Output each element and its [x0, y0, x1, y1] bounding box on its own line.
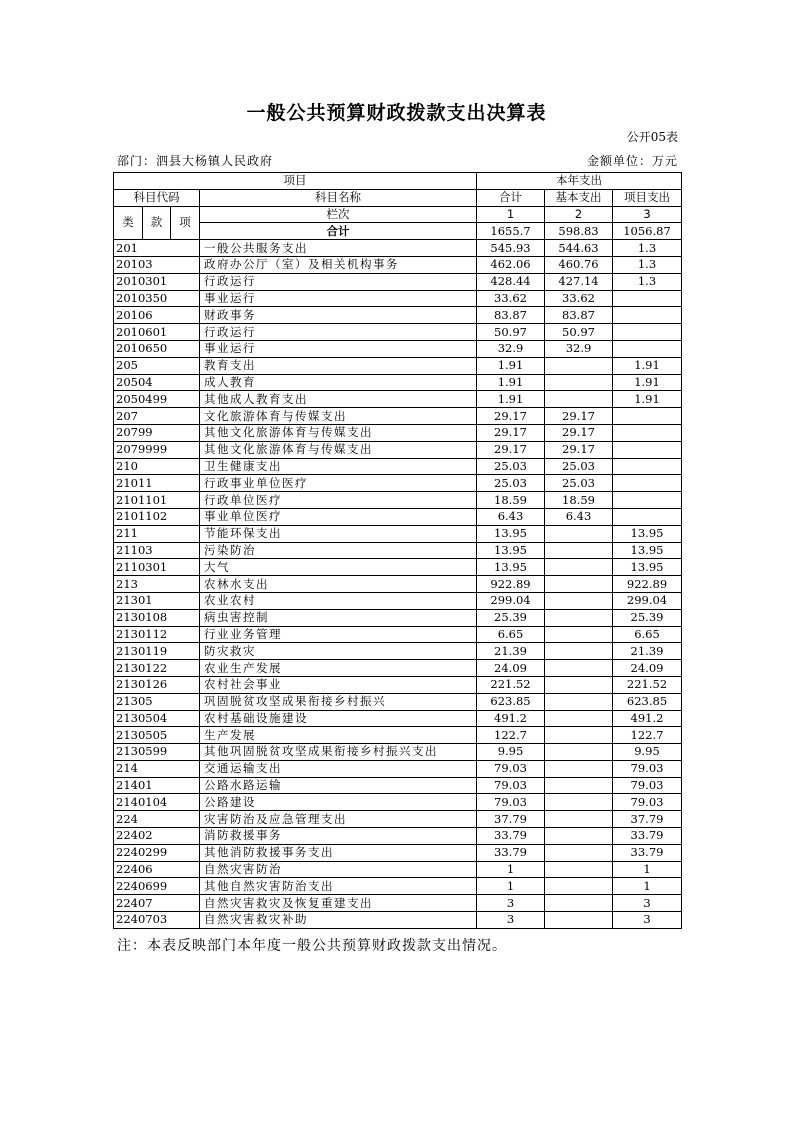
- row-code: 210: [114, 458, 200, 475]
- sum-total: 1655.7: [477, 223, 545, 240]
- table-row: [114, 307, 682, 324]
- table-row: [114, 912, 682, 929]
- header-col1: 1: [477, 206, 545, 223]
- row-total: 79.03: [477, 760, 545, 777]
- row-total: 25.03: [477, 475, 545, 492]
- row-name: 交通运输支出: [200, 760, 477, 777]
- row-total: 1: [477, 861, 545, 878]
- table-row: [114, 878, 682, 895]
- row-name: 大气: [200, 559, 477, 576]
- row-project: 13.95: [613, 559, 682, 576]
- row-code: 2240699: [114, 878, 200, 895]
- row-total: 6.43: [477, 508, 545, 525]
- row-total: 299.04: [477, 592, 545, 609]
- row-code: 2101101: [114, 492, 200, 509]
- row-project: 79.03: [613, 777, 682, 794]
- row-total: 221.52: [477, 676, 545, 693]
- row-project: 1: [613, 878, 682, 895]
- header-basic: 基本支出: [545, 189, 613, 206]
- row-basic: 83.87: [545, 307, 613, 324]
- row-project: [613, 458, 682, 475]
- row-project: [613, 290, 682, 307]
- row-code: 2240703: [114, 912, 200, 929]
- row-project: 33.79: [613, 844, 682, 861]
- row-total: 29.17: [477, 424, 545, 441]
- row-code: 2130599: [114, 744, 200, 761]
- row-name: 其他文化旅游体育与传媒支出: [200, 441, 477, 458]
- row-name: 灾害防治及应急管理支出: [200, 811, 477, 828]
- table-row: [114, 525, 682, 542]
- table-row: [114, 324, 682, 341]
- row-code: 2110301: [114, 559, 200, 576]
- row-project: 1.3: [613, 273, 682, 290]
- row-code: 22402: [114, 828, 200, 845]
- table-row: [114, 744, 682, 761]
- row-total: 623.85: [477, 693, 545, 710]
- row-name: 生产发展: [200, 727, 477, 744]
- row-code: 205: [114, 357, 200, 374]
- row-name: 政府办公厅（室）及相关机构事务: [200, 256, 477, 273]
- row-code: 2130504: [114, 710, 200, 727]
- row-name: 消防救援事务: [200, 828, 477, 845]
- department-label: 部门：泗县大杨镇人民政府: [117, 154, 274, 168]
- sum-basic: 598.83: [545, 223, 613, 240]
- row-basic: [545, 391, 613, 408]
- row-name: 防灾救灾: [200, 643, 477, 660]
- row-basic: [545, 374, 613, 391]
- row-project: 13.95: [613, 542, 682, 559]
- row-total: 13.95: [477, 525, 545, 542]
- row-project: 6.65: [613, 626, 682, 643]
- row-basic: 25.03: [545, 458, 613, 475]
- row-project: 299.04: [613, 592, 682, 609]
- row-basic: [545, 525, 613, 542]
- row-basic: [545, 844, 613, 861]
- table-row: [114, 273, 682, 290]
- table-row: [114, 895, 682, 912]
- row-total: 13.95: [477, 559, 545, 576]
- header-col2: 2: [545, 206, 613, 223]
- header-subject-name: 科目名称: [200, 189, 477, 206]
- row-project: [613, 340, 682, 357]
- row-name: 行业业务管理: [200, 626, 477, 643]
- row-total: 18.59: [477, 492, 545, 509]
- row-basic: [545, 576, 613, 593]
- row-total: 33.62: [477, 290, 545, 307]
- row-name: 巩固脱贫攻坚成果衔接乡村振兴: [200, 693, 477, 710]
- row-code: 20799: [114, 424, 200, 441]
- row-total: 491.2: [477, 710, 545, 727]
- row-code: 20504: [114, 374, 200, 391]
- row-code: 21011: [114, 475, 200, 492]
- row-basic: 25.03: [545, 475, 613, 492]
- row-total: 545.93: [477, 240, 545, 257]
- row-basic: [545, 710, 613, 727]
- row-basic: 427.14: [545, 273, 613, 290]
- row-project: 1.91: [613, 374, 682, 391]
- table-row: [114, 391, 682, 408]
- row-basic: [545, 626, 613, 643]
- row-code: 22407: [114, 895, 200, 912]
- table-row: [114, 290, 682, 307]
- row-project: 79.03: [613, 760, 682, 777]
- row-project: 623.85: [613, 693, 682, 710]
- footnote: 注：本表反映部门本年度一般公共预算财政拨款支出情况。: [117, 938, 507, 954]
- row-total: 6.65: [477, 626, 545, 643]
- row-name: 自然灾害救灾补助: [200, 912, 477, 929]
- table-body: [114, 240, 682, 929]
- row-code: 21305: [114, 693, 200, 710]
- row-project: [613, 475, 682, 492]
- row-name: 一般公共服务支出: [200, 240, 477, 257]
- row-total: 79.03: [477, 777, 545, 794]
- row-code: 2140104: [114, 794, 200, 811]
- row-project: 1.91: [613, 357, 682, 374]
- row-basic: [545, 794, 613, 811]
- table-row: [114, 475, 682, 492]
- row-project: 37.79: [613, 811, 682, 828]
- table-row: [114, 340, 682, 357]
- row-name: 农业农村: [200, 592, 477, 609]
- row-project: 122.7: [613, 727, 682, 744]
- row-basic: [545, 811, 613, 828]
- row-name: 事业运行: [200, 290, 477, 307]
- row-name: 其他巩固脱贫攻坚成果衔接乡村振兴支出: [200, 744, 477, 761]
- table-row: [114, 844, 682, 861]
- row-code: 224: [114, 811, 200, 828]
- row-total: 24.09: [477, 660, 545, 677]
- row-total: 3: [477, 895, 545, 912]
- header-subject-code: 科目代码: [114, 189, 200, 206]
- row-code: 2130122: [114, 660, 200, 677]
- row-name: 事业单位医疗: [200, 508, 477, 525]
- table-row: [114, 861, 682, 878]
- row-name: 其他文化旅游体育与传媒支出: [200, 424, 477, 441]
- form-number: 公开05表: [626, 130, 678, 144]
- row-project: 9.95: [613, 744, 682, 761]
- row-code: 2101102: [114, 508, 200, 525]
- row-name: 财政事务: [200, 307, 477, 324]
- row-code: 2010650: [114, 340, 200, 357]
- row-total: 462.06: [477, 256, 545, 273]
- row-name: 农村社会事业: [200, 676, 477, 693]
- row-total: 33.79: [477, 844, 545, 861]
- row-total: 50.97: [477, 324, 545, 341]
- row-basic: [545, 609, 613, 626]
- row-basic: [545, 744, 613, 761]
- row-project: [613, 408, 682, 425]
- row-total: 922.89: [477, 576, 545, 593]
- table-row: [114, 609, 682, 626]
- row-project: 3: [613, 895, 682, 912]
- row-basic: [545, 693, 613, 710]
- table-row: [114, 408, 682, 425]
- row-name: 行政运行: [200, 324, 477, 341]
- table-row: [114, 828, 682, 845]
- row-total: 32.9: [477, 340, 545, 357]
- row-basic: 29.17: [545, 441, 613, 458]
- row-code: 2010301: [114, 273, 200, 290]
- row-project: 1.3: [613, 256, 682, 273]
- header-current-year: 本年支出: [477, 173, 682, 190]
- row-name: 自然灾害救灾及恢复重建支出: [200, 895, 477, 912]
- row-basic: [545, 592, 613, 609]
- row-basic: 32.9: [545, 340, 613, 357]
- header-xiang: 项: [171, 206, 200, 240]
- row-basic: [545, 861, 613, 878]
- row-code: 2050499: [114, 391, 200, 408]
- row-total: 25.03: [477, 458, 545, 475]
- header-project: 项目支出: [613, 189, 682, 206]
- row-total: 122.7: [477, 727, 545, 744]
- row-project: 25.39: [613, 609, 682, 626]
- row-basic: 18.59: [545, 492, 613, 509]
- table-row: [114, 256, 682, 273]
- sum-project: 1056.87: [613, 223, 682, 240]
- row-code: 2079999: [114, 441, 200, 458]
- table-row: [114, 559, 682, 576]
- row-name: 其他自然灾害防治支出: [200, 878, 477, 895]
- row-total: 25.39: [477, 609, 545, 626]
- row-basic: [545, 878, 613, 895]
- row-total: 1.91: [477, 374, 545, 391]
- row-total: 79.03: [477, 794, 545, 811]
- row-project: [613, 441, 682, 458]
- table-row: [114, 542, 682, 559]
- row-name: 自然灾害防治: [200, 861, 477, 878]
- row-project: [613, 492, 682, 509]
- row-name: 行政运行: [200, 273, 477, 290]
- table-row: [114, 508, 682, 525]
- row-basic: [545, 777, 613, 794]
- row-code: 20106: [114, 307, 200, 324]
- row-code: 20103: [114, 256, 200, 273]
- sum-label: 合计: [200, 223, 477, 240]
- row-project: 1: [613, 861, 682, 878]
- amount-unit-label: 金额单位：万元: [586, 154, 678, 168]
- row-project: 221.52: [613, 676, 682, 693]
- row-code: 2010601: [114, 324, 200, 341]
- row-name: 农林水支出: [200, 576, 477, 593]
- row-basic: [545, 912, 613, 929]
- table-row: [114, 777, 682, 794]
- row-total: 1: [477, 878, 545, 895]
- header-lei: 类: [114, 206, 143, 240]
- row-project: 491.2: [613, 710, 682, 727]
- row-project: 33.79: [613, 828, 682, 845]
- row-basic: [545, 676, 613, 693]
- row-total: 83.87: [477, 307, 545, 324]
- row-total: 21.39: [477, 643, 545, 660]
- table-row: [114, 374, 682, 391]
- table-row: [114, 492, 682, 509]
- row-total: 29.17: [477, 408, 545, 425]
- row-project: [613, 324, 682, 341]
- row-code: 214: [114, 760, 200, 777]
- table-row: [114, 441, 682, 458]
- row-basic: 6.43: [545, 508, 613, 525]
- table-row: [114, 676, 682, 693]
- row-total: 33.79: [477, 828, 545, 845]
- row-code: 2240299: [114, 844, 200, 861]
- row-total: 428.44: [477, 273, 545, 290]
- table-row: [114, 592, 682, 609]
- row-total: 13.95: [477, 542, 545, 559]
- row-basic: 29.17: [545, 408, 613, 425]
- row-basic: 33.62: [545, 290, 613, 307]
- row-basic: 29.17: [545, 424, 613, 441]
- row-code: 213: [114, 576, 200, 593]
- row-name: 公路建设: [200, 794, 477, 811]
- table-row: [114, 357, 682, 374]
- table-row: [114, 576, 682, 593]
- row-code: 201: [114, 240, 200, 257]
- table-row: [114, 458, 682, 475]
- row-code: 22406: [114, 861, 200, 878]
- row-code: 211: [114, 525, 200, 542]
- row-project: [613, 424, 682, 441]
- row-project: 1.91: [613, 391, 682, 408]
- row-code: 2130505: [114, 727, 200, 744]
- header-item: 项目: [114, 173, 477, 190]
- row-project: 13.95: [613, 525, 682, 542]
- table-row: [114, 693, 682, 710]
- row-basic: [545, 357, 613, 374]
- row-name: 其他成人教育支出: [200, 391, 477, 408]
- row-name: 成人教育: [200, 374, 477, 391]
- row-code: 2130126: [114, 676, 200, 693]
- row-code: 207: [114, 408, 200, 425]
- table-row: [114, 626, 682, 643]
- row-basic: 544.63: [545, 240, 613, 257]
- header-kuan: 款: [143, 206, 171, 240]
- row-basic: [545, 760, 613, 777]
- row-basic: [545, 895, 613, 912]
- row-total: 3: [477, 912, 545, 929]
- table-row: [114, 727, 682, 744]
- row-basic: [545, 660, 613, 677]
- page-title: 一般公共预算财政拨款支出决算表: [246, 102, 547, 124]
- row-code: 2130108: [114, 609, 200, 626]
- row-total: 37.79: [477, 811, 545, 828]
- row-basic: 460.76: [545, 256, 613, 273]
- row-total: 29.17: [477, 441, 545, 458]
- row-project: 1.3: [613, 240, 682, 257]
- table-row: [114, 811, 682, 828]
- table-row: [114, 660, 682, 677]
- row-project: 922.89: [613, 576, 682, 593]
- row-project: [613, 307, 682, 324]
- expenditure-table: [113, 172, 682, 929]
- row-name: 事业运行: [200, 340, 477, 357]
- row-name: 污染防治: [200, 542, 477, 559]
- row-total: 1.91: [477, 391, 545, 408]
- row-name: 公路水路运输: [200, 777, 477, 794]
- row-project: 24.09: [613, 660, 682, 677]
- row-name: 文化旅游体育与传媒支出: [200, 408, 477, 425]
- row-name: 农村基础设施建设: [200, 710, 477, 727]
- row-name: 教育支出: [200, 357, 477, 374]
- row-name: 病虫害控制: [200, 609, 477, 626]
- row-basic: [545, 542, 613, 559]
- header-col3: 3: [613, 206, 682, 223]
- row-name: 其他消防救援事务支出: [200, 844, 477, 861]
- header-column-label: 栏次: [200, 206, 477, 223]
- row-code: 21103: [114, 542, 200, 559]
- row-total: 9.95: [477, 744, 545, 761]
- row-total: 1.91: [477, 357, 545, 374]
- row-basic: [545, 828, 613, 845]
- header-total: 合计: [477, 189, 545, 206]
- table-row: [114, 643, 682, 660]
- row-name: 行政事业单位医疗: [200, 475, 477, 492]
- row-name: 农业生产发展: [200, 660, 477, 677]
- row-code: 21401: [114, 777, 200, 794]
- row-name: 行政单位医疗: [200, 492, 477, 509]
- table-row: [114, 240, 682, 257]
- table-row: [114, 710, 682, 727]
- row-code: 2130119: [114, 643, 200, 660]
- table-row: [114, 760, 682, 777]
- table-row: [114, 424, 682, 441]
- row-project: [613, 508, 682, 525]
- row-code: 2010350: [114, 290, 200, 307]
- row-project: 3: [613, 912, 682, 929]
- row-basic: [545, 727, 613, 744]
- row-basic: [545, 559, 613, 576]
- row-basic: [545, 643, 613, 660]
- row-code: 21301: [114, 592, 200, 609]
- row-basic: 50.97: [545, 324, 613, 341]
- table-row: [114, 794, 682, 811]
- row-name: 卫生健康支出: [200, 458, 477, 475]
- row-project: 21.39: [613, 643, 682, 660]
- row-project: 79.03: [613, 794, 682, 811]
- row-name: 节能环保支出: [200, 525, 477, 542]
- row-code: 2130112: [114, 626, 200, 643]
